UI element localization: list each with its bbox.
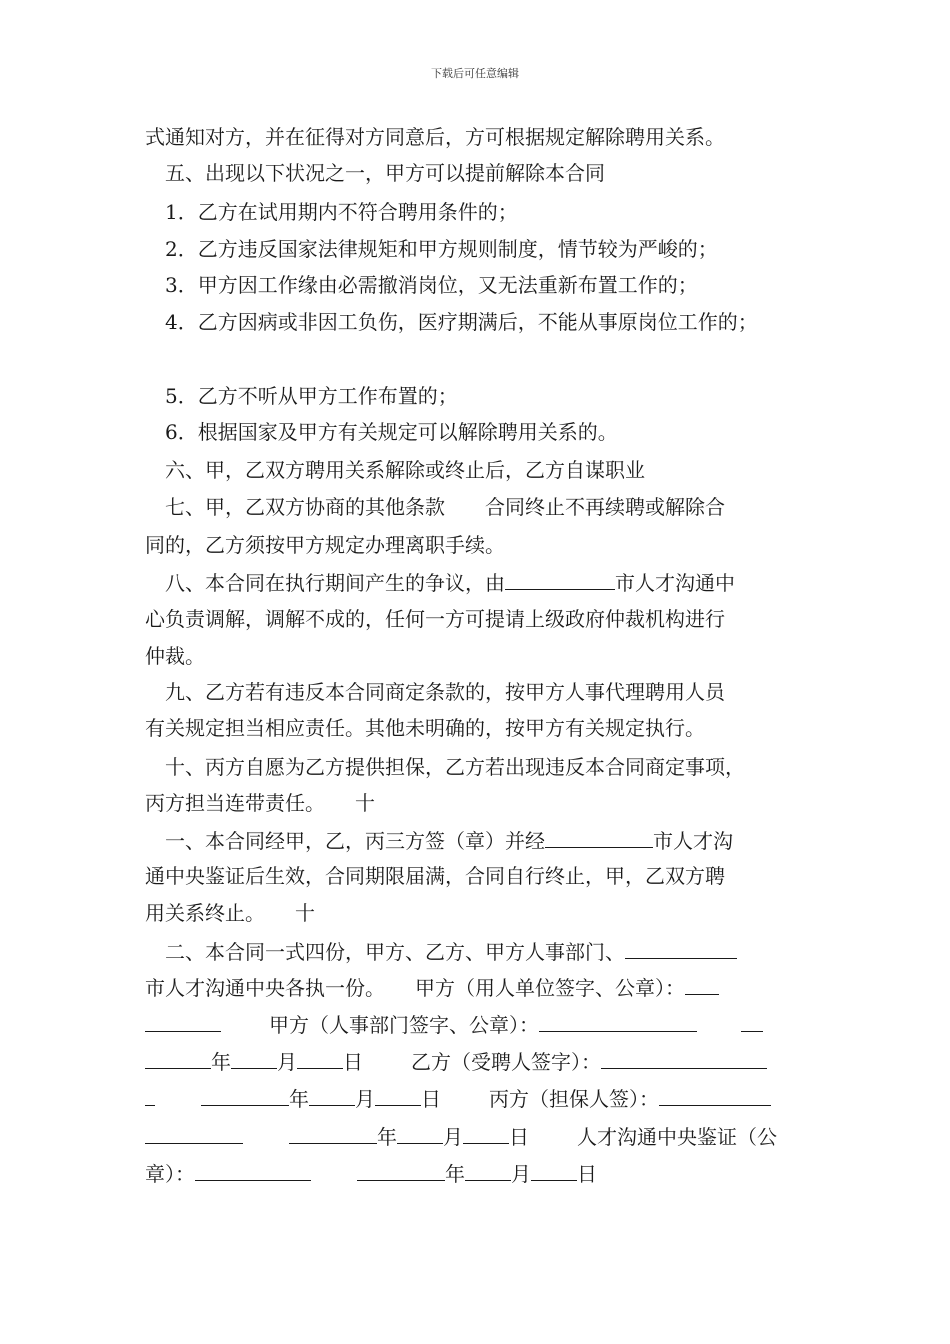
text-segment: 八、本合同在执行期间产生的争议，由 [165,571,505,595]
blank-field [145,1083,155,1106]
clause-5-item-3: 3．甲方因工作缘由必需撤消岗位，又无法重新布置工作的； [165,273,698,297]
clause-9: 九、乙方若有违反本合同商定条款的，按甲方人事代理聘用人员 [165,680,725,704]
text-segment: 章）： [145,1162,195,1186]
blank-field [685,972,719,995]
year-label: 年 [445,1162,465,1186]
signature-line [145,1046,767,1076]
text-line: 仲裁。 [145,644,205,668]
blank-field [545,825,653,848]
blank-field [309,1083,355,1106]
blank-field [145,1009,221,1032]
text-segment: 乙方（受聘人签字）： [411,1050,601,1074]
blank-field [231,1046,277,1069]
text-line: 有关规定担当相应责任。其他未明确的，按甲方有关规定执行。 [145,716,705,740]
text-segment: 人才沟通中央鉴证（公 [577,1125,777,1149]
page-header: 下载后可任意编辑 [431,67,519,80]
blank-field [297,1046,343,1069]
blank-field [375,1083,421,1106]
text-line: 式通知对方，并在征得对方同意后，方可根据规定解除聘用关系。 [145,125,725,149]
month-label: 月 [355,1087,375,1111]
text-line: 同的，乙方须按甲方规定办理离职手续。 [145,533,505,557]
blank-field [465,1158,511,1181]
signature-line [145,1083,771,1113]
blank-field [741,1009,763,1032]
year-label: 年 [289,1087,309,1111]
text-line: 通中央鉴证后生效，合同期限届满，合同自行终止，甲，乙双方聘 [145,864,725,888]
blank-field [539,1009,697,1032]
clause-5-item-2: 2．乙方违反国家法律规矩和甲方规则制度，情节较为严峻的； [165,237,718,261]
blank-field [505,567,615,590]
text-segment: 市人才沟 [653,829,733,853]
month-label: 月 [443,1125,463,1149]
clause-8 [165,567,735,597]
blank-field [659,1083,771,1106]
day-label: 日 [509,1125,529,1149]
blank-field [195,1158,311,1181]
text-segment: 甲方（人事部门签字、公章）： [269,1013,539,1037]
clause-12 [165,936,737,966]
blank-field [289,1121,377,1144]
clause-7: 七、甲，乙双方协商的其他条款 合同终止不再续聘或解除合 [165,495,725,519]
signature-line [145,1009,763,1039]
clause-5-item-5: 5．乙方不听从甲方工作布置的； [165,384,458,408]
blank-field [601,1046,767,1069]
year-label: 年 [377,1125,397,1149]
clause-5-item-4: 4．乙方因病或非因工负伤，医疗期满后，不能从事原岗位工作的； [165,310,758,334]
clause-5-heading: 五、出现以下状况之一，甲方可以提前解除本合同 [165,161,605,185]
day-label: 日 [577,1162,597,1186]
month-label: 月 [277,1050,297,1074]
blank-field [397,1121,443,1144]
text-segment: 丙方（担保人签）： [489,1087,659,1111]
clause-6: 六、甲，乙双方聘用关系解除或终止后，乙方自谋职业 [165,458,645,482]
clause-5-item-6: 6．根据国家及甲方有关规定可以解除聘用关系的。 [165,420,618,444]
month-label: 月 [511,1162,531,1186]
clause-5-item-1: 1．乙方在试用期内不符合聘用条件的； [165,200,518,224]
day-label: 日 [343,1050,363,1074]
blank-field [531,1158,577,1181]
blank-field [625,936,737,959]
text-line: 心负责调解，调解不成的，任何一方可提请上级政府仲裁机构进行 [145,607,725,631]
signature-line [145,1158,597,1188]
text-line: 用关系终止。 十 [145,901,315,925]
signature-line [145,972,719,1002]
blank-field [145,1121,243,1144]
text-line: 丙方担当连带责任。 十 [145,791,375,815]
blank-field [357,1158,445,1181]
clause-11 [165,825,733,855]
day-label: 日 [421,1087,441,1111]
text-segment: 二、本合同一式四份，甲方、乙方、甲方人事部门、 [165,940,625,964]
clause-10: 十、丙方自愿为乙方提供担保，乙方若出现违反本合同商定事项， [165,755,745,779]
blank-field [463,1121,509,1144]
year-label: 年 [211,1050,231,1074]
text-segment: 一、本合同经甲，乙，丙三方签（章）并经 [165,829,545,853]
blank-field [201,1083,289,1106]
text-segment: 市人才沟通中央各执一份。 甲方（用人单位签字、公章）： [145,976,685,1000]
text-segment: 市人才沟通中 [615,571,735,595]
blank-field [145,1046,211,1069]
signature-line [145,1121,777,1151]
